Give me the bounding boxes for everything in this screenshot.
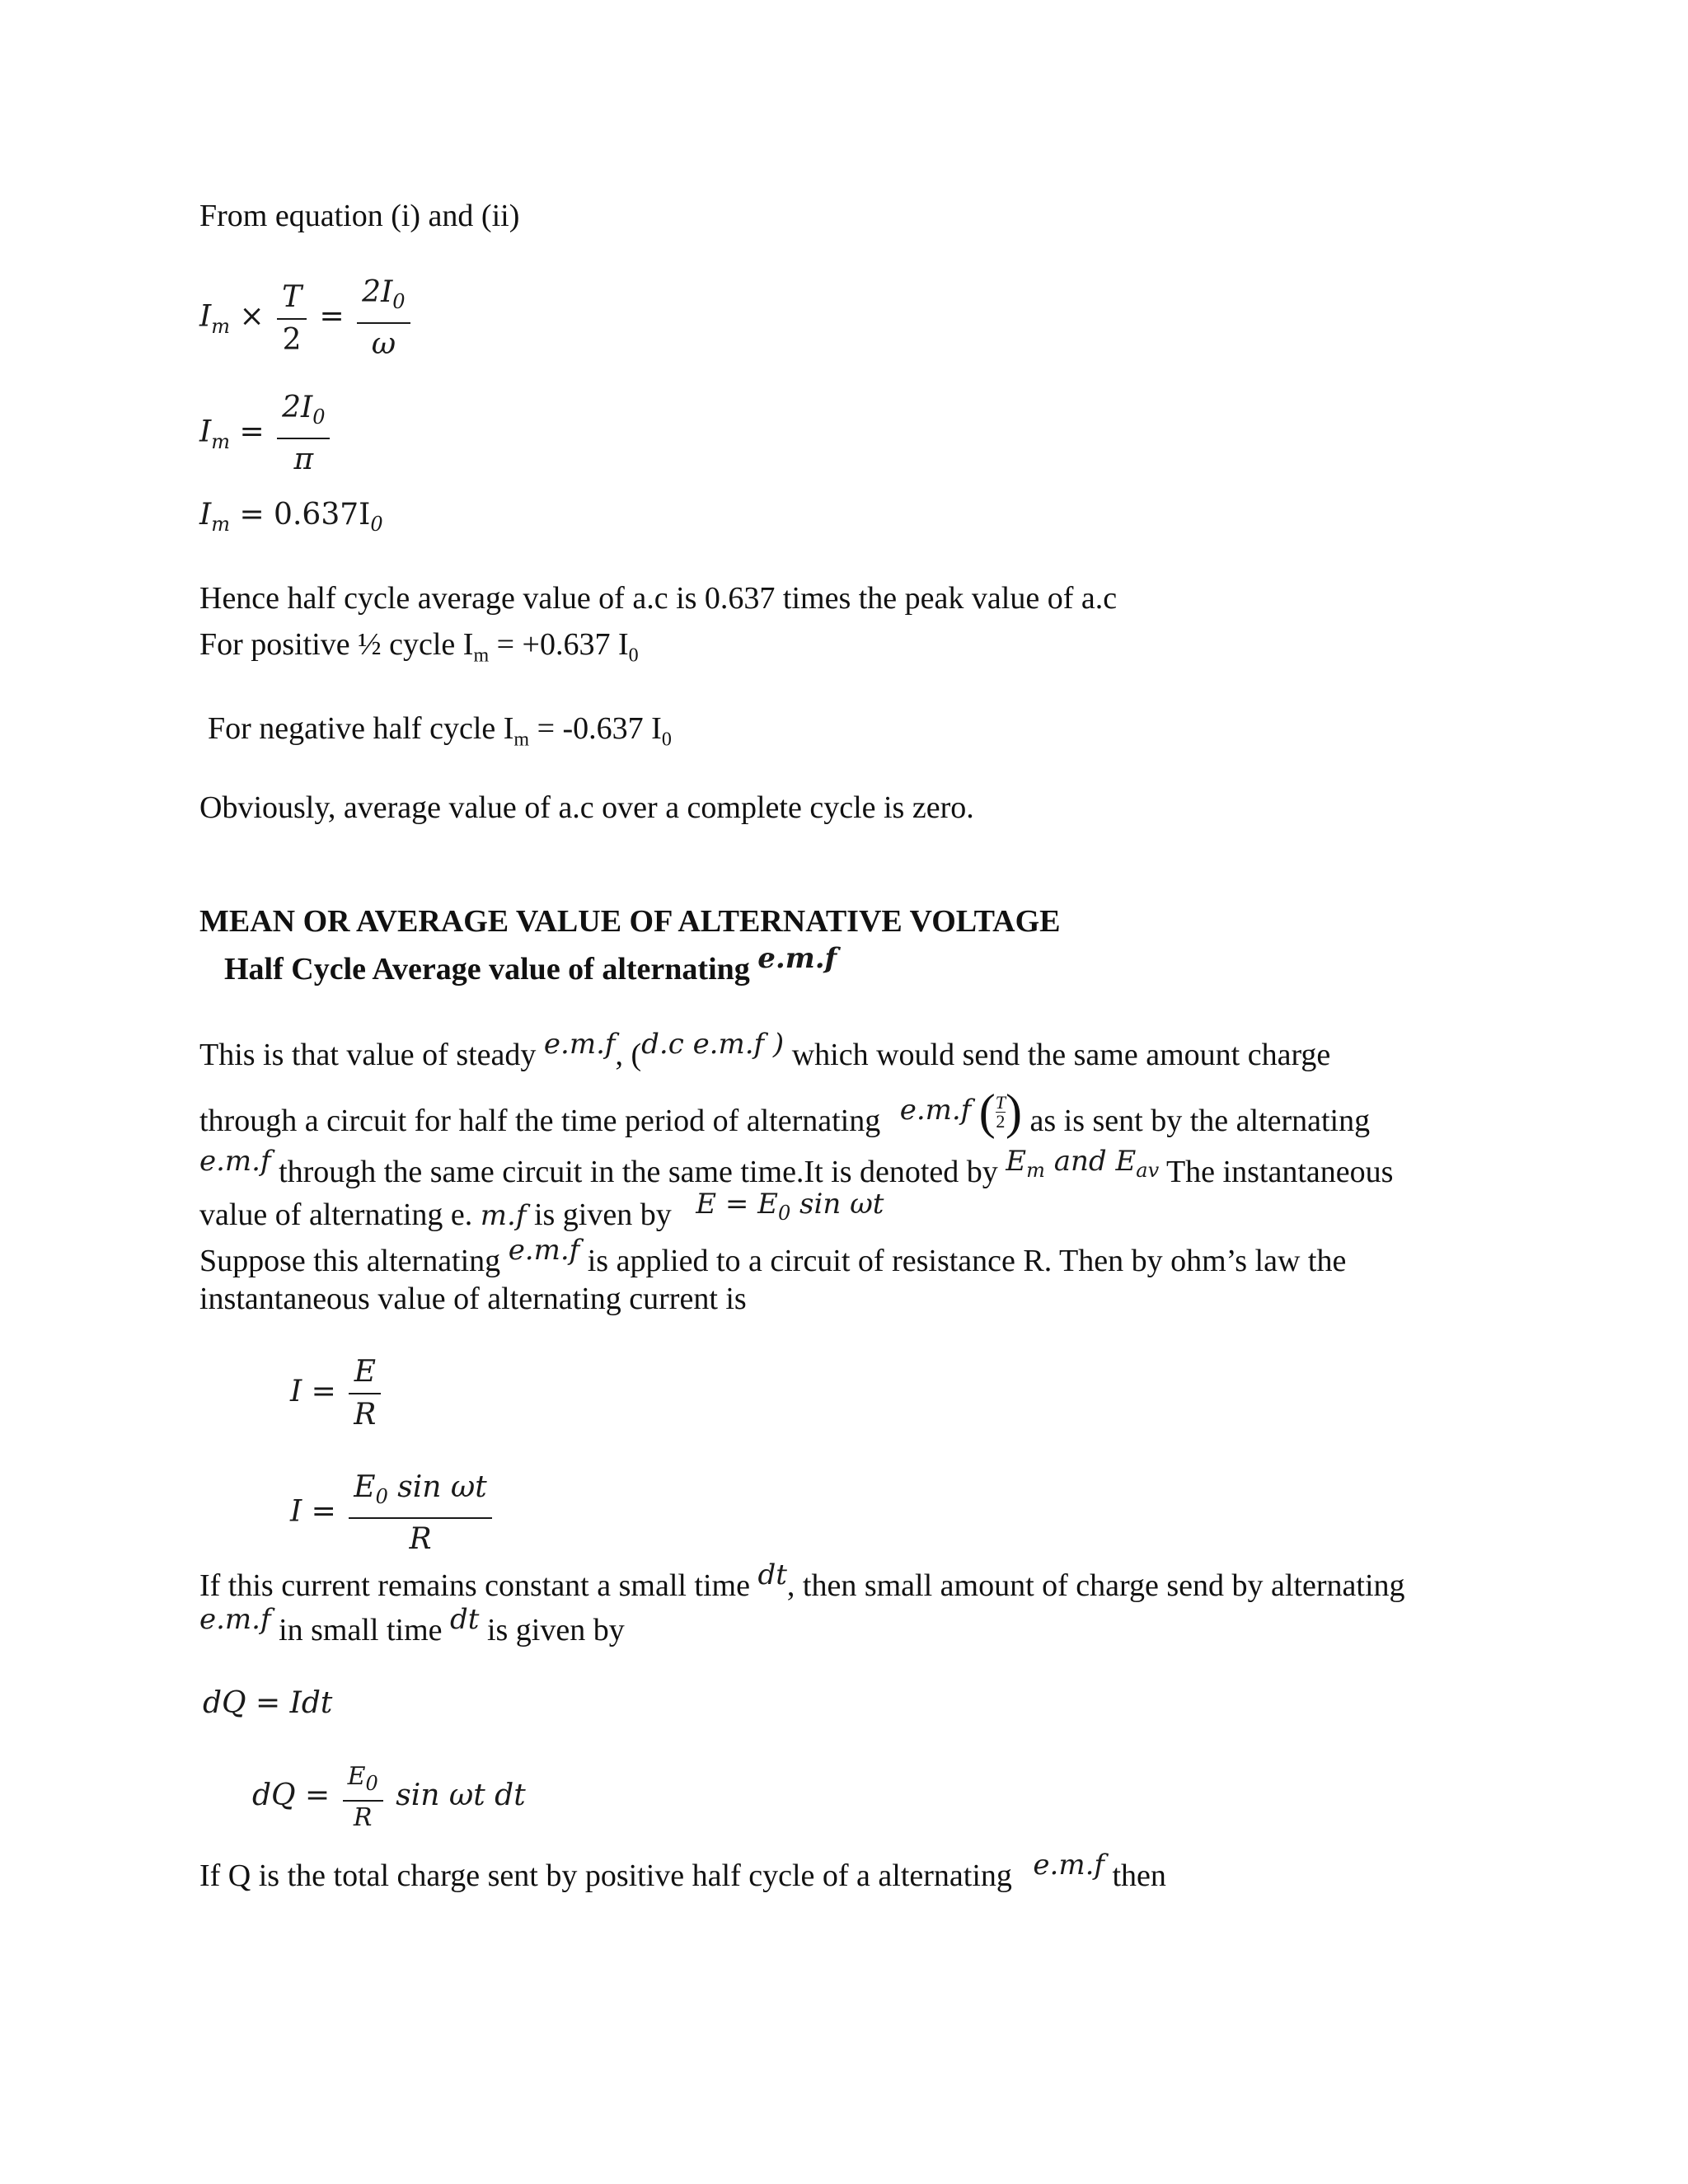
fraction-e0-over-r: $\frac{E_0}{R}$: [343, 1760, 383, 1835]
fraction-e-over-r: $\frac{E}{R}$: [349, 1352, 381, 1436]
section-subheading: Half Cycle Average value of alternating e.m.f: [224, 942, 837, 987]
fraction-2i0-over-pi: $\frac{2I_0}{\pi}$: [277, 387, 330, 480]
fraction-t-over-2-small: $\frac{T}{2}$: [995, 1091, 1006, 1132]
hence-text: Hence half cycle average value of a.c is 0.637 times the peak value of a.c: [199, 581, 1118, 616]
para-line-1: This is that value of steady e.m.f, (d.c e.m.f ) which would send the same amount charge: [199, 1028, 1331, 1072]
equation-5: I = $\frac{E_0 \sin \omega t}{R}$: [290, 1467, 495, 1560]
para-line-2: through a circuit for half the time period of alternating e.m.f ( $\frac{T}{2}$ ) as is sent by the alternating: [199, 1085, 1371, 1140]
positive-half-cycle: For positive ½ cycle $I_m = +0.637$ $I_0$: [199, 627, 639, 667]
para2-line-2: e.m.f in small time dt is given by: [199, 1603, 625, 1647]
equation-6: dQ = Idt: [203, 1686, 333, 1720]
equation-2: $I_m$ = $\frac{2I_0}{\pi}$: [199, 387, 333, 480]
section-heading: MEAN OR AVERAGE VALUE OF ALTERNATIVE VOLTAGE: [199, 904, 1061, 939]
fraction-2i0-over-omega: $\frac{2I_0}{\omega}$: [357, 272, 410, 365]
equation-7: dQ = $\frac{E_0}{R}$ sin ωt dt: [252, 1760, 526, 1835]
equation-3: $I_m = 0.637I_0$: [199, 498, 383, 537]
fraction-t-over-2: $\frac{T}{2}$: [277, 277, 307, 361]
para-line-5: Suppose this alternating e.m.f is applied to a circuit of resistance R. Then by ohm’s law the: [199, 1234, 1347, 1278]
intro-text: From equation (i) and (ii): [199, 199, 520, 233]
equation-1: $I_m$ × $\frac{T}{2}$ = $\frac{2I_0}{\omega}$: [199, 272, 414, 365]
last-line: If Q is the total charge sent by positive half cycle of a alternating e.m.f then: [199, 1849, 1166, 1893]
fraction-e0sin-over-r: $\frac{E_0 \sin \omega t}{R}$: [349, 1467, 491, 1560]
para-line-4: value of alternating e. m.f is given by $E = E_0$ sin ωt: [199, 1188, 884, 1232]
para2-line-1: If this current remains constant a small time dt, then small amount of charge send by alternating: [199, 1558, 1405, 1603]
equation-4: I = $\frac{E}{R}$: [290, 1352, 384, 1436]
para-line-3: e.m.f through the same circuit in the same time.It is denoted by $E_m$ and $E_{av}$ The instantaneous: [199, 1145, 1394, 1189]
para-line-6: instantaneous value of alternating current is: [199, 1282, 747, 1316]
obviously-text: Obviously, average value of a.c over a complete cycle is zero.: [199, 790, 974, 825]
negative-half-cycle: For negative half cycle $I_m = -0.637$ $I_0$: [208, 711, 672, 751]
